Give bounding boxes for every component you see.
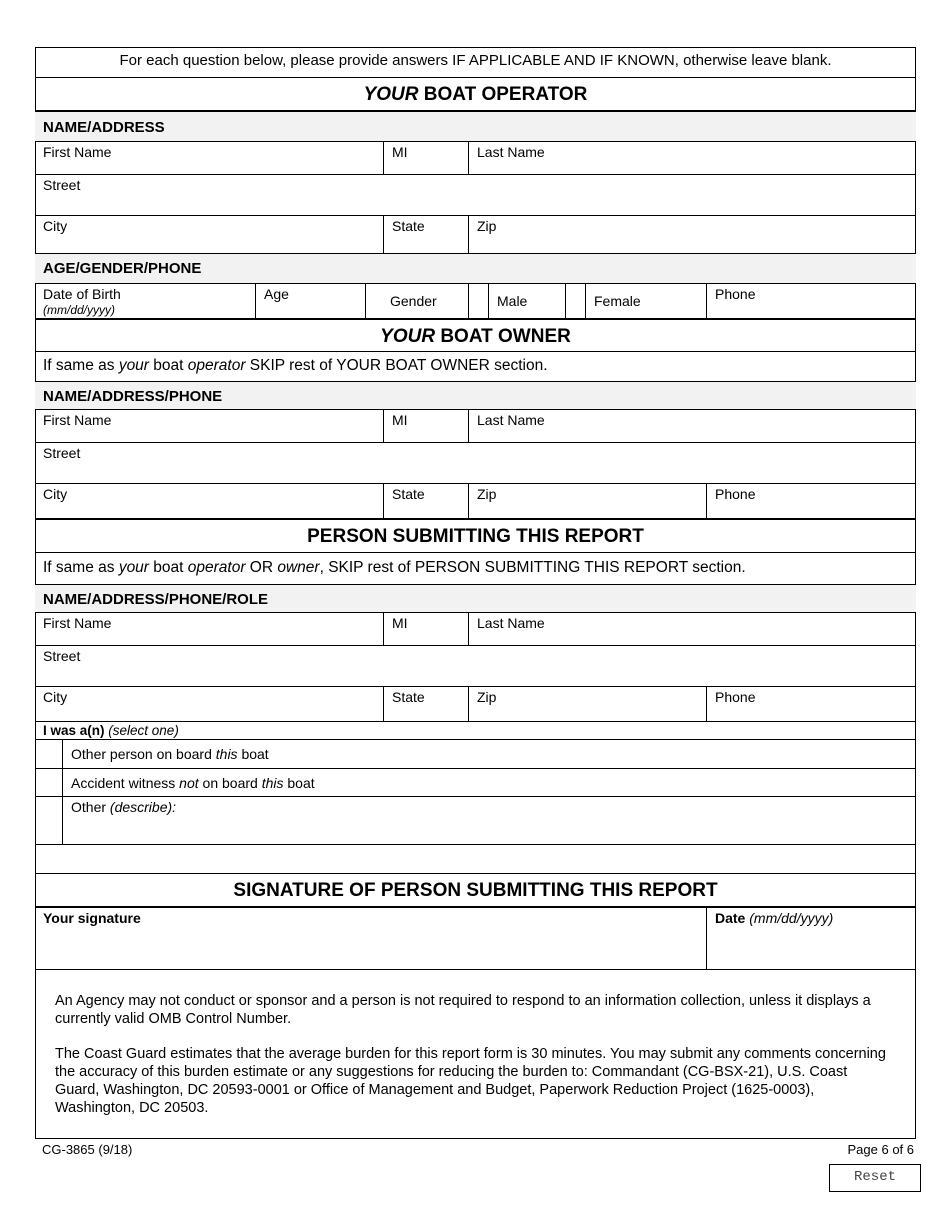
submitter-last-name-field[interactable]: Last Name: [468, 613, 916, 645]
role-other-continuation-field[interactable]: [35, 844, 916, 873]
operator-female-label: Female: [594, 293, 641, 309]
operator-first-name-field[interactable]: First Name: [43, 144, 112, 160]
burden-statement: The Coast Guard estimates that the average burden for this report form is 30 minutes. You may submit any comments concerning the accuracy of this burden estimate or any suggestions for reducing the burden to: Commandant (CG-BSX-21), U.S. Coast Guard, Washington, DC 20593-0001 or Office of Management and Budget, Paperwork Reduction Project (1625-0003), Washington, DC 20503.: [55, 1046, 886, 1116]
submitter-skip-note: If same as your boat operator OR owner, SKIP rest of PERSON SUBMITTING THIS REPORT section.: [35, 552, 916, 584]
operator-city-row: [35, 215, 916, 253]
owner-mi-field[interactable]: MI: [383, 410, 468, 442]
submitter-name-row: [35, 612, 916, 645]
submitter-city-row: [35, 686, 916, 721]
submitter-state-field[interactable]: State: [383, 687, 468, 721]
submitter-zip-field[interactable]: Zip: [468, 687, 706, 721]
operator-male-label: Male: [497, 293, 528, 309]
submitter-phone-field[interactable]: Phone: [706, 687, 916, 721]
legal-notice: [35, 969, 916, 1139]
owner-first-name-field[interactable]: First Name: [43, 412, 112, 428]
signature-row: [35, 906, 916, 969]
role-other-checkbox[interactable]: [35, 797, 63, 844]
submitter-first-name-field[interactable]: First Name: [43, 615, 112, 631]
operator-title-emphasis: YOUR: [363, 84, 419, 105]
operator-street-field[interactable]: Street: [35, 174, 916, 215]
operator-age-row: [35, 283, 916, 318]
submitter-mi-field[interactable]: MI: [383, 613, 468, 645]
submitter-city-field[interactable]: City: [43, 689, 68, 705]
operator-phone-field[interactable]: Phone: [706, 284, 916, 318]
operator-zip-field[interactable]: Zip: [468, 216, 916, 253]
instructions-row: [35, 47, 916, 77]
owner-phone-field[interactable]: Phone: [706, 484, 916, 518]
operator-last-name-field[interactable]: Last Name: [468, 142, 916, 174]
role-onboard-checkbox[interactable]: [35, 740, 63, 768]
signature-section-title: SIGNATURE OF PERSON SUBMITTING THIS REPORT: [35, 873, 916, 906]
owner-city-field[interactable]: City: [43, 486, 68, 502]
owner-title-emphasis: YOUR: [380, 326, 436, 347]
form-number: CG-3865 (9/18): [42, 1142, 133, 1157]
role-option-other: [35, 796, 916, 844]
operator-age-heading-row: [35, 253, 916, 283]
owner-name-heading-row: [35, 381, 916, 409]
operator-age-heading: AGE/GENDER/PHONE: [43, 260, 202, 277]
owner-section-title: [35, 318, 916, 351]
operator-male-checkbox[interactable]: [468, 284, 489, 318]
operator-female-checkbox[interactable]: [565, 284, 586, 318]
owner-title-text: BOAT OWNER: [435, 326, 571, 347]
submitter-name-heading: NAME/ADDRESS/PHONE/ROLE: [43, 591, 269, 608]
operator-title-text: BOAT OPERATOR: [418, 84, 588, 105]
owner-street-field[interactable]: Street: [35, 442, 916, 483]
operator-gender-label: Gender: [365, 284, 468, 318]
owner-skip-note: If same as your boat operator SKIP rest of YOUR BOAT OWNER section.: [35, 351, 916, 381]
owner-state-field[interactable]: State: [383, 484, 468, 518]
operator-name-heading: NAME/ADDRESS: [43, 119, 165, 136]
operator-section-title: [35, 77, 916, 110]
operator-state-field[interactable]: State: [383, 216, 468, 253]
operator-name-heading-row: [35, 110, 916, 141]
page-number: Page 6 of 6: [847, 1142, 914, 1157]
operator-age-field[interactable]: Age: [255, 284, 365, 318]
omb-notice: An Agency may not conduct or sponsor and a person is not required to respond to an information collection, unless it displays a currently valid OMB Control Number.: [55, 993, 871, 1027]
submitter-name-heading-row: [35, 584, 916, 612]
reset-button[interactable]: Reset: [829, 1164, 921, 1192]
role-option-witness: Accident witness not on board this boat: [35, 768, 916, 796]
role-witness-checkbox[interactable]: [35, 769, 63, 796]
owner-last-name-field[interactable]: Last Name: [468, 410, 916, 442]
owner-name-heading: NAME/ADDRESS/PHONE: [43, 388, 223, 405]
submitter-section-title: PERSON SUBMITTING THIS REPORT: [35, 518, 916, 552]
submitter-street-field[interactable]: Street: [35, 645, 916, 686]
owner-name-row: [35, 409, 916, 442]
owner-zip-field[interactable]: Zip: [468, 484, 706, 518]
role-option-onboard: Other person on board this boat: [35, 739, 916, 768]
role-other-describe-field[interactable]: Other (describe):: [71, 799, 177, 815]
instructions-text: For each question below, please provide answers IF APPLICABLE AND IF KNOWN, otherwise leave blank.: [119, 52, 832, 69]
operator-city-field[interactable]: City: [43, 218, 68, 234]
signature-field[interactable]: Your signature: [43, 910, 141, 926]
operator-mi-field[interactable]: MI: [383, 142, 468, 174]
submitter-role-label-row: I was a(n) (select one): [35, 721, 916, 739]
operator-dob-field[interactable]: Date of Birth (mm/dd/yyyy): [43, 286, 121, 317]
owner-city-row: [35, 483, 916, 518]
operator-name-row: [35, 141, 916, 174]
signature-date-field[interactable]: Date (mm/dd/yyyy): [706, 908, 916, 969]
